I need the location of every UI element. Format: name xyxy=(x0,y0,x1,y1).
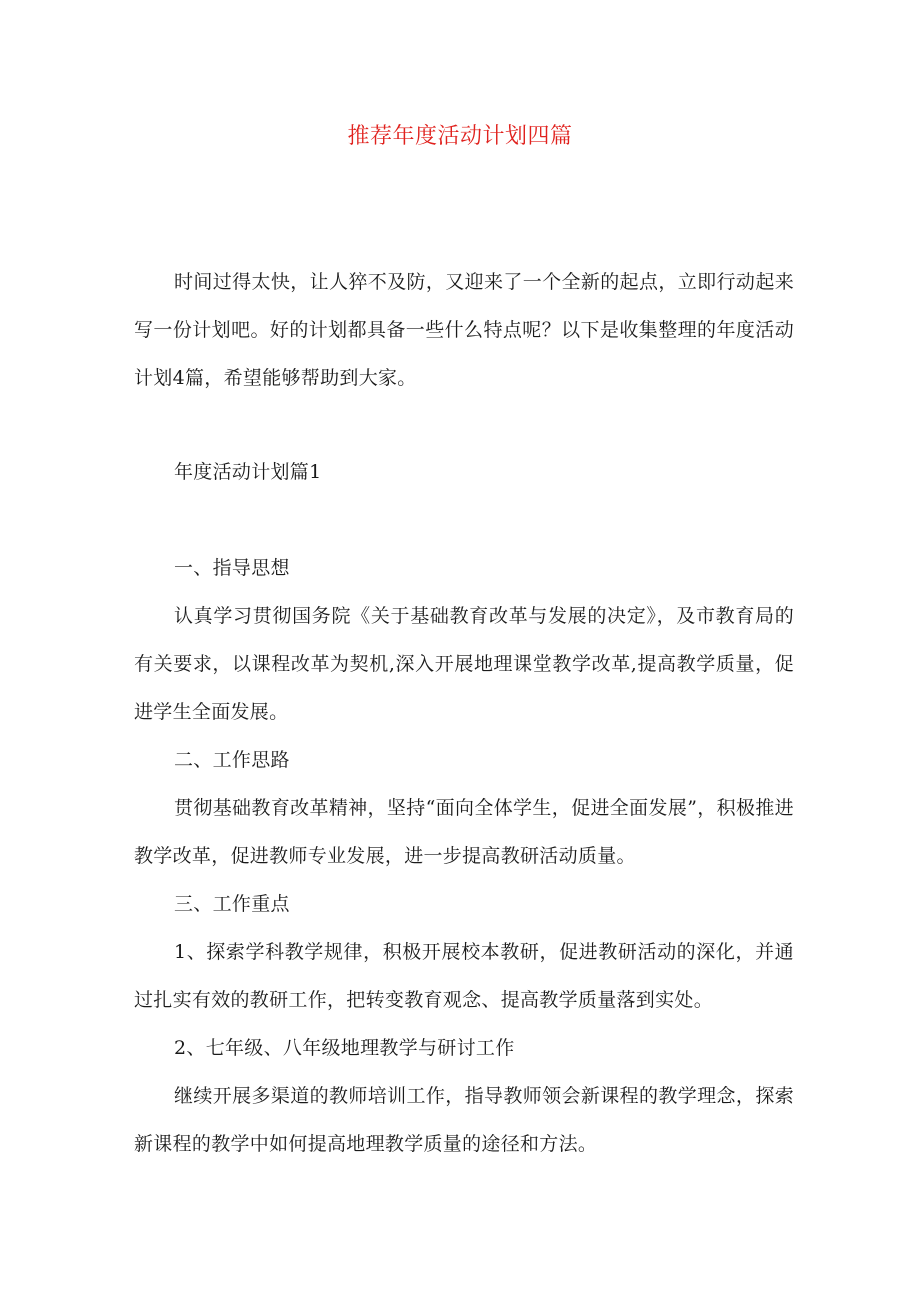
document-title: 推荐年度活动计划四篇 xyxy=(347,124,573,149)
paragraph-work-approach: 贯彻基础教育改革精神，坚持“面向全体学生，促进全面发展”，积极推进教学改革，促进教师专业发展，进一步提高教研活动质量。 xyxy=(134,797,794,867)
heading-work-approach: 二、工作思路 xyxy=(174,749,290,771)
intro-paragraph: 时间过得太快，让人猝不及防，又迎来了一个全新的起点，立即行动起来写一份计划吧。好的计划都具备一些什么特点呢？以下是收集整理的年度活动计划4篇，希望能够帮助到大家。 xyxy=(134,271,794,389)
section-body xyxy=(134,544,794,1168)
section-title: 年度活动计划篇1 xyxy=(174,461,322,483)
section-heading-block xyxy=(134,448,794,496)
heading-focus-item-2: 2、七年级、八年级地理教学与研讨工作 xyxy=(174,1037,515,1059)
heading-guiding-thought: 一、指导思想 xyxy=(174,557,290,579)
intro-block xyxy=(134,258,794,402)
paragraph-guiding-thought: 认真学习贯彻国务院《关于基础教育改革与发展的决定》，及市教育局的有关要求，以课程改革为契机,深入开展地理课堂教学改革,提高教学质量，促进学生全面发展。 xyxy=(134,605,794,723)
paragraph-focus-item-1: 1、探索学科教学规律，积极开展校本教研，促进教研活动的深化，并通过扎实有效的教研工作，把转变教育观念、提高教学质量落到实处。 xyxy=(134,941,794,1011)
heading-work-focus: 三、工作重点 xyxy=(174,893,290,915)
paragraph-focus-item-2: 继续开展多渠道的教师培训工作，指导教师领会新课程的教学理念，探索新课程的教学中如何提高地理教学质量的途径和方法。 xyxy=(134,1085,794,1155)
